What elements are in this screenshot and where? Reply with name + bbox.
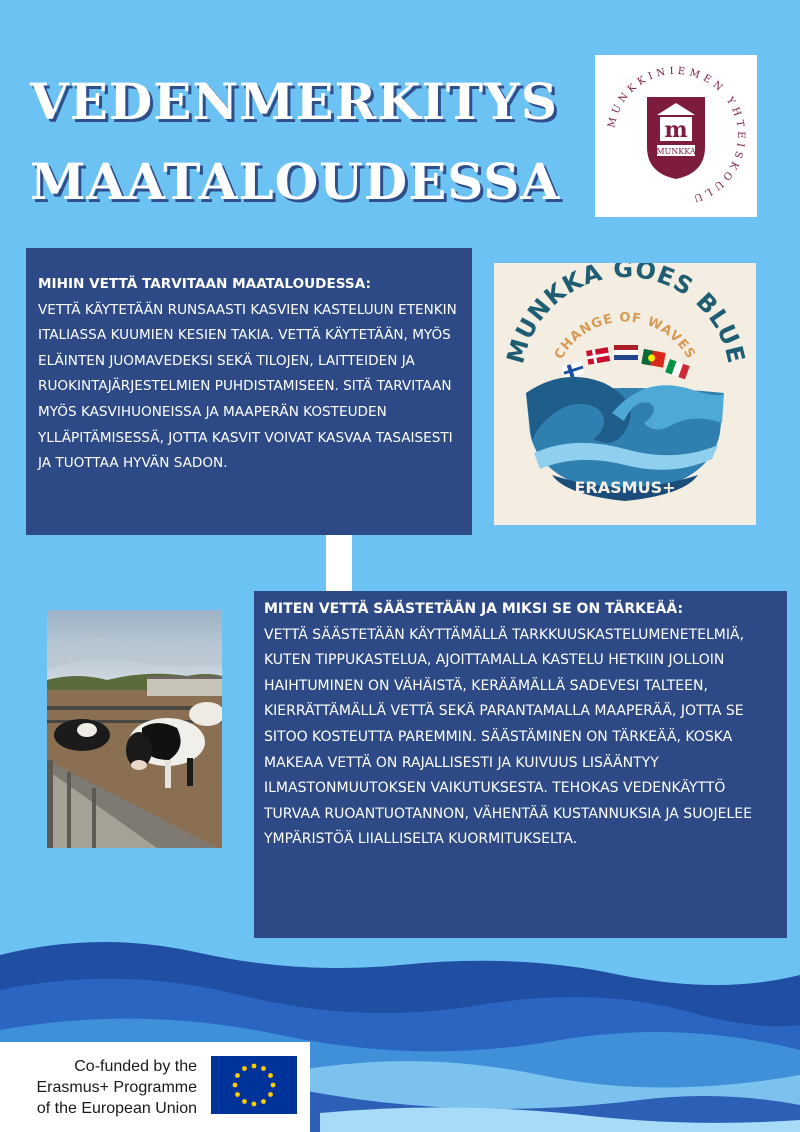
- school-logo: [595, 55, 757, 217]
- cattle-image-icon: [47, 610, 222, 848]
- school-emblem-icon: [595, 55, 757, 217]
- info-panel-water-use: [26, 248, 472, 535]
- eu-funding-badge: [0, 1042, 310, 1132]
- svg-text:m: m: [664, 117, 688, 143]
- title-line-2: MAATALOUDESSA: [30, 152, 561, 211]
- wave-logo-icon: [494, 263, 756, 525]
- title-line-1: VEDENMERKITYS: [30, 72, 558, 131]
- connector-bar: [326, 535, 352, 592]
- school-logo-label: MUNKKA: [656, 147, 696, 156]
- erasmus-badge: ERASMUS+: [574, 478, 676, 497]
- page-title: [30, 62, 560, 222]
- project-logo-subtitle: CHANGE OF WAVES: [551, 310, 699, 363]
- eu-flag-icon: [211, 1056, 297, 1114]
- project-logo: [494, 263, 756, 525]
- info-panel-water-saving: [254, 591, 787, 938]
- panel-body: VETTÄ SÄÄSTETÄÄN KÄYTTÄMÄLLÄ TARKKUUSKASTELUMENETELMIÄ, KUTEN TIPPUKASTELUA, AJOITTAMALLA KASTELU HETKIIN JOLLOIN HAIHTUMINEN ON VÄHÄISTÄ, KERÄÄMÄLLÄ SADEVESI TALTEEN, KIERRÄTTÄMÄLLÄ VETTÄ SEKÄ PARANTAMALLA MAAPERÄÄ, JOTTA SE SITOO KOSTEUTTA PAREMMIN. SÄÄSTÄMINEN ON TÄRKEÄÄ, KOSKA MAKEAA VETTÄ ON RAJALLISESTI JA KUIVUUS LISÄÄNTYY ILMASTONMUUTOKSEN VAIKUTUKSESTA. TEHOKAS VEDENKÄYTTÖ TURVAA RUOANTUOTANNON, VÄHENTÄÄ KUSTANNUKSIA JA SUOJELEE YMPÄRISTÖÄ LIIALLISELTA KUORMITUKSELTA.: [264, 626, 752, 848]
- panel-heading: MITEN VETTÄ SÄÄSTETÄÄN JA MIKSI SE ON TÄRKEÄÄ:: [264, 601, 684, 617]
- panel-body: VETTÄ KÄYTETÄÄN RUNSAASTI KASVIEN KASTELUUN ETENKIN ITALIASSA KUUMIEN KESIEN TAKIA. VETTÄ KÄYTETÄÄN, MYÖS ELÄINTEN JUOMAVEDEKSI SEKÄ TILOJEN, LAITTEIDEN JA RUOKINTAJÄRJESTELMIEN PUHDISTAMISEEN. SITÄ TARVITAAN MYÖS KASVIHUONEISSA JA MAAPERÄN KOSTEUDEN YLLÄPITÄMISESSÄ, JOTTA KASVIT VOIVAT KASVAA TASAISESTI JA TUOTTAA HYVÄN SADON.: [38, 301, 457, 472]
- eu-text-line-3: of the European Union: [36, 1100, 197, 1117]
- cattle-photo: [47, 610, 222, 848]
- project-logo-title: MUNKKA GOES BLUE: [501, 263, 751, 367]
- eu-text-line-2: Erasmus+ Programme: [36, 1079, 197, 1096]
- panel-heading: MIHIN VETTÄ TARVITAAN MAATALOUDESSA:: [38, 276, 371, 292]
- eu-funding-text: [9, 1056, 197, 1119]
- school-ring-text: MUNKKINIEMEN YHTEISKOULU: [606, 65, 747, 205]
- flags: [562, 345, 690, 379]
- eu-text-line-1: Co-funded by the: [74, 1058, 197, 1075]
